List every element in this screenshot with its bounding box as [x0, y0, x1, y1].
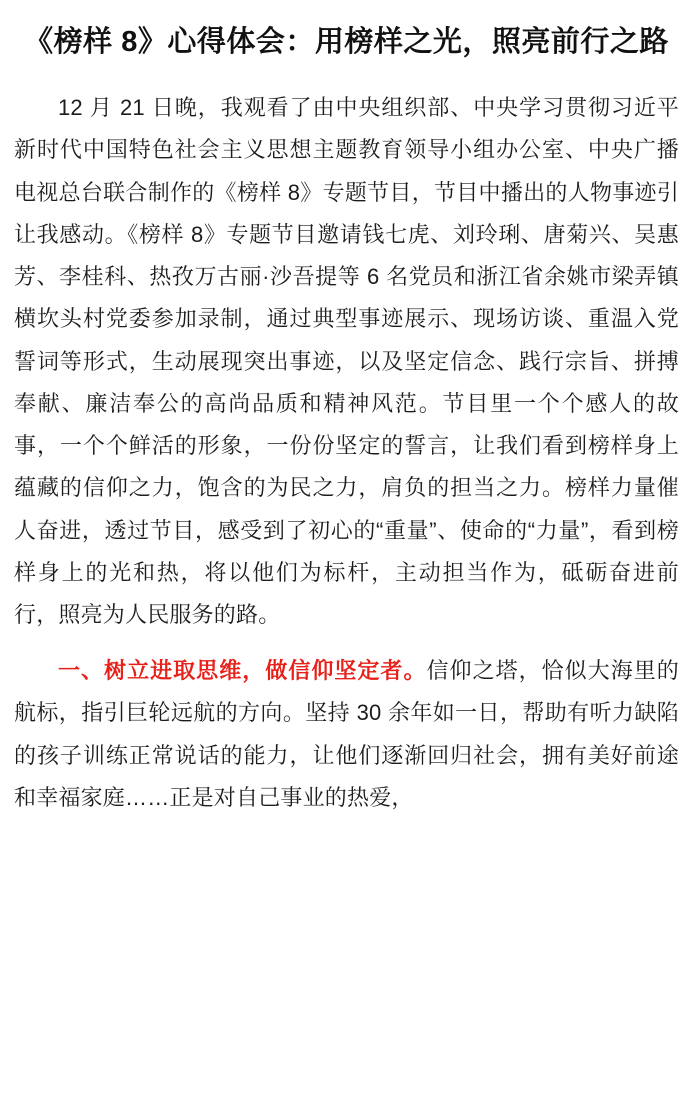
- section-1-body-text: 信仰之塔，恰似大海里的航标，指引巨轮远航的方向。坚持 30 余年如一日，帮助有听力缺陷的孩子训练正常说话的能力，让他们逐渐回归社会，拥有美好前途和幸福家庭……正是对自己事业的热爱，: [14, 658, 680, 810]
- paragraph-section-1: [14, 650, 679, 819]
- paragraph-body-1: [14, 87, 679, 636]
- page-title: 《榜样 8》心得体会：用榜样之光，照亮前行之路: [24, 26, 669, 58]
- section-heading-1: 一、树立进取思维，做信仰坚定者。: [58, 658, 427, 684]
- paragraph-1-text: 12 月 21 日晚，我观看了由中央组织部、中央学习贯彻习近平新时代中国特色社会主义思想主题教育领导小组办公室、中央广播电视总台联合制作的《榜样 8》专题节目，节目中播出的人物事迹引让我感动。《榜样 8》专题节目邀请钱七虎、刘玲琍、唐菊兴、吴惠芳、李桂科、热孜万古丽·沙吾提等 6 名党员和浙江省余姚市梁弄镇横坎头村党委参加录制，通过典型事迹展示、现场访谈、重温入党誓词等形式，生动展现突出事迹，以及坚定信念、践行宗旨、拼搏奉献、廉洁奉公的高尚品质和精神风范。节目里一个个感人的故事，一个个鲜活的形象，一份份坚定的誓言，让我们看到榜样身上蕴藏的信仰之力，饱含的为民之力，肩负的担当之力。榜样力量催人奋进，透过节目，感受到了初心的“重量”、使命的“力量”，看到榜样身上的光和热，将以他们为标杆，主动担当作为，砥砺奋进前行，照亮为人民服务的路。: [14, 95, 679, 627]
